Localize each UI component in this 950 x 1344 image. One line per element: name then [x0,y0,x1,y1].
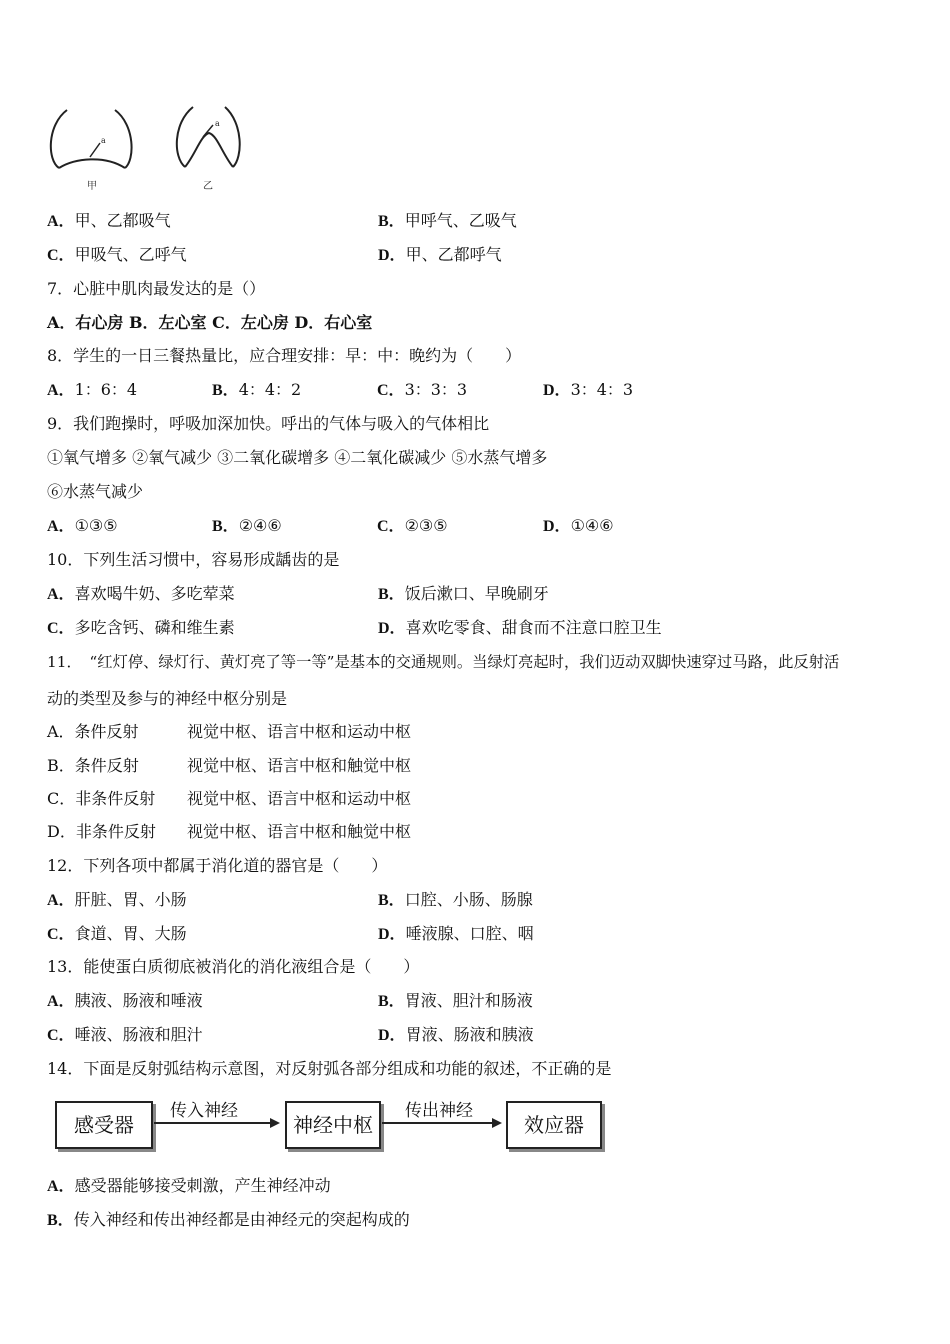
q13-option-a: A．胰液、肠液和唾液 [47,991,203,1010]
label-yi: 乙 [203,181,213,192]
box-nerve-center: 神经中枢 [285,1101,381,1149]
q10-option-a: A．喜欢喝牛奶、多吃荤菜 [47,584,235,603]
q8-stem: 8．学生的一日三餐热量比，应合理安排：早：中：晚约为（ ） [47,346,522,365]
q13-option-d: D．胃液、肠液和胰液 [378,1025,534,1044]
box-receptor: 感受器 [55,1101,153,1149]
q11-option-c: C．非条件反射 视觉中枢、语言中枢和运动中枢 [47,789,412,808]
q9-option-c: C．②③⑤ [377,516,448,535]
q14-option-a: A．感受器能够接受刺激，产生神经冲动 [47,1176,331,1195]
q10-option-b: B．饭后漱口、早晚刷牙 [378,584,549,603]
q12-stem: 12．下列各项中都属于消化道的器官是（ ） [47,856,388,875]
q11-option-b: B．条件反射 视觉中枢、语言中枢和触觉中枢 [47,756,412,775]
q7-options: A．右心房 B．左心室 C．左心房 D．右心室 [47,313,373,332]
q11-stem-line2: 动的类型及参与的神经中枢分别是 [47,689,288,708]
box-effector: 效应器 [506,1101,602,1149]
marker-a-jia: a [101,136,106,145]
q10-option-c: C．多吃含钙、磷和维生素 [47,618,235,637]
label-jia: 甲 [87,181,97,192]
q12-option-b: B．口腔、小肠、肠腺 [378,890,533,909]
q10-stem: 10．下列生活习惯中，容易形成龋齿的是 [47,550,340,569]
arrow-label-afferent: 传入神经 [170,1101,238,1121]
q12-option-a: A．肝脏、胃、小肠 [47,890,187,909]
arrow-right-icon [152,1116,282,1130]
q6-option-d: D．甲、乙都呼气 [378,245,502,264]
q8-option-a: A．1：6：4 [47,380,138,399]
q13-stem: 13．能使蛋白质彻底被消化的消化液组合是（ ） [47,957,420,976]
q14-option-b: B．传入神经和传出神经都是由神经元的突起构成的 [47,1210,410,1229]
q12-option-c: C．食道、胃、大肠 [47,924,187,943]
q11-stem-line1: 11． “红灯停、绿灯行、黄灯亮了等一等”是基本的交通规则。当绿灯亮起时，我们迈动双脚快速穿过马路，此反射活 [47,653,840,671]
q9-stem: 9．我们跑操时，呼吸加深加快。呼出的气体与吸入的气体相比 [47,414,490,433]
q11-option-a: A．条件反射 视觉中枢、语言中枢和运动中枢 [47,722,412,741]
q9-items-1: ①氧气增多 ②氧气减少 ③二氧化碳增多 ④二氧化碳减少 ⑤水蒸气增多 [47,448,548,467]
q13-option-b: B．胃液、胆汁和肠液 [378,991,533,1010]
q11-option-d: D．非条件反射 视觉中枢、语言中枢和触觉中枢 [47,822,412,841]
q9-items-2: ⑥水蒸气减少 [47,482,144,501]
q10-option-d: D．喜欢吃零食、甜食而不注意口腔卫生 [378,618,662,637]
q13-option-c: C．唾液、肠液和胆汁 [47,1025,203,1044]
q6-option-c: C．甲吸气、乙呼气 [47,245,187,264]
q7-stem: 7．心脏中肌肉最发达的是（） [47,279,266,298]
q9-option-a: A．①③⑤ [47,516,118,535]
q8-option-b: B．4：4：2 [212,380,302,399]
arrow-right-icon [380,1116,504,1130]
marker-a-yi: a [215,119,220,128]
q8-option-d: D．3：4：3 [543,380,634,399]
q14-stem: 14．下面是反射弧结构示意图，对反射弧各部分组成和功能的叙述，不正确的是 [47,1059,612,1078]
arrow-label-efferent: 传出神经 [405,1101,473,1121]
lung-diagram-figure [45,95,255,200]
diagram-yi [177,107,240,167]
q12-option-d: D．唾液腺、口腔、咽 [378,924,534,943]
q6-option-a: A．甲、乙都吸气 [47,211,171,230]
q6-option-b: B．甲呼气、乙吸气 [378,211,517,230]
q8-option-c: C．3：3：3 [377,380,468,399]
q9-option-d: D．①④⑥ [543,516,614,535]
q9-option-b: B．②④⑥ [212,516,282,535]
diagram-jia [51,110,132,168]
